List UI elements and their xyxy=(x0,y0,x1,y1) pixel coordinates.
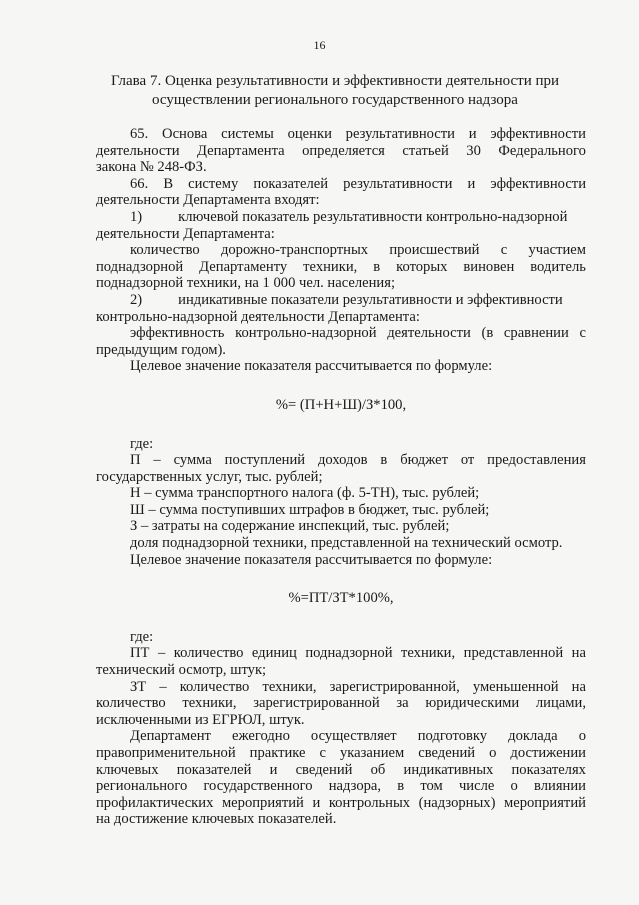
paragraph-line xyxy=(96,679,586,696)
word: том xyxy=(420,778,443,795)
word: Основа xyxy=(162,126,208,142)
word: и xyxy=(468,126,477,142)
word: бюджет xyxy=(400,452,448,469)
word: количество xyxy=(96,695,166,712)
word: Федерального xyxy=(498,142,586,159)
word: сравнении xyxy=(503,325,569,342)
word: 30 xyxy=(466,142,481,159)
word: П xyxy=(130,452,141,469)
word: эффективности xyxy=(490,175,586,192)
word: лицами, xyxy=(535,695,586,712)
word: 65. xyxy=(130,126,149,142)
word: зарегистрированной, xyxy=(329,678,460,695)
word: деятельности xyxy=(96,142,180,159)
word: юридическими xyxy=(425,695,520,712)
paragraph-line: деятельности Департамента входят: xyxy=(96,192,320,209)
chapter-title-line: осуществлении регионального государственного надзора xyxy=(152,92,518,108)
word: на xyxy=(571,678,586,695)
chapter-title xyxy=(70,72,600,110)
word: статьей xyxy=(402,142,449,159)
word: эффективность xyxy=(130,325,225,342)
word: количество xyxy=(179,678,250,695)
word: В xyxy=(163,175,174,192)
word: зарегистрированной xyxy=(253,695,380,712)
paragraph-line: доля поднадзорной техники, представленной на технический осмотр. xyxy=(130,535,563,552)
word: государственного xyxy=(203,778,313,795)
word: за xyxy=(396,695,409,712)
paragraph-line xyxy=(96,795,586,812)
word: – xyxy=(153,452,161,469)
paragraph-line xyxy=(96,452,586,469)
word: оценки xyxy=(287,126,332,142)
word: о xyxy=(510,778,518,795)
word: систему xyxy=(188,175,239,192)
word: и xyxy=(269,761,278,778)
paragraph-line xyxy=(96,259,586,276)
word: происшествий xyxy=(389,242,480,259)
word: эффективности xyxy=(490,126,586,142)
word: количество xyxy=(173,645,244,662)
list-text: индикативные показатели результативности и эффективности xyxy=(178,291,563,308)
word: количество xyxy=(130,242,200,259)
paragraph-line: где: xyxy=(130,628,154,645)
paragraph-line xyxy=(96,143,586,160)
paragraph-line: предыдущим годом). xyxy=(96,341,226,358)
paragraph-line xyxy=(96,728,586,745)
paragraph-line: закона № 248-ФЗ. xyxy=(96,159,207,176)
word: контрольных xyxy=(328,794,411,811)
word: профилактических xyxy=(96,794,214,811)
formula: %=ПТ/ЗТ*100%, xyxy=(288,590,394,607)
word: с xyxy=(500,242,508,259)
word: регионального xyxy=(96,778,188,795)
list-number: 2) xyxy=(130,291,143,308)
word: – xyxy=(159,678,167,695)
paragraph-line: государственных услуг, тыс. рублей; xyxy=(96,468,323,485)
word: (надзорных) xyxy=(418,794,496,811)
paragraph-line: З – затраты на содержание инспекций, тыс. рублей; xyxy=(130,518,450,535)
paragraph-line: Целевое значение показателя рассчитывается по формуле: xyxy=(130,551,493,568)
word: о xyxy=(489,745,497,761)
word: сумма xyxy=(173,452,212,469)
word: ежегодно xyxy=(231,728,290,745)
paragraph-line xyxy=(96,695,586,712)
word: в xyxy=(380,452,388,469)
word: поступлений xyxy=(224,452,306,469)
paragraph-line: поднадзорной техники, на 1 000 чел. населения; xyxy=(96,275,396,292)
word: подготовку xyxy=(417,728,488,745)
word: на xyxy=(571,645,586,662)
word: единиц xyxy=(251,645,297,662)
word: о xyxy=(578,728,586,745)
paragraph-line xyxy=(96,126,586,143)
word: Департамент xyxy=(130,728,211,745)
paragraph-line: контрольно-надзорной деятельности Департамента: xyxy=(96,308,420,325)
word: техники, xyxy=(262,678,317,695)
paragraph-line xyxy=(96,242,586,259)
word: которых xyxy=(396,258,448,275)
word: практике xyxy=(249,745,306,761)
chapter-title-line: Глава 7. Оценка результативности и эффективности деятельности при xyxy=(110,73,560,89)
word: поднадзорной xyxy=(305,645,393,662)
word: техники, xyxy=(401,645,456,662)
paragraph-line: Ш – сумма поступивших штрафов в бюджет, тыс. рублей; xyxy=(130,501,490,518)
word: с xyxy=(579,325,586,342)
word: показателях xyxy=(511,761,586,778)
word: техники, xyxy=(182,695,237,712)
word: ПТ xyxy=(130,645,150,662)
word: в xyxy=(373,258,381,275)
word: водитель xyxy=(530,258,586,275)
list-item-line xyxy=(96,209,586,226)
word: показателей xyxy=(176,761,252,778)
paragraph-line xyxy=(96,762,586,779)
paragraph-line: деятельности Департамента: xyxy=(96,225,275,242)
word: показателей xyxy=(253,175,329,192)
word: в xyxy=(397,778,405,795)
word: от xyxy=(460,452,475,469)
word: сведений xyxy=(295,761,353,778)
word: числе xyxy=(458,778,495,795)
paragraph-line: Целевое значение показателя рассчитывается по формуле: xyxy=(130,358,493,375)
word: предоставления xyxy=(487,452,586,469)
word: виновен xyxy=(463,258,515,275)
word: осуществляет xyxy=(310,728,397,745)
word: результативности xyxy=(343,175,453,192)
word: результативности xyxy=(345,126,455,142)
word: индикативных xyxy=(403,761,494,778)
word: мероприятий xyxy=(221,794,304,811)
word: представленной xyxy=(463,645,564,662)
word: мероприятий xyxy=(504,794,586,811)
paragraph-line: исключенными из ЕГРЮЛ, штук. xyxy=(96,711,305,728)
word: правоприменительной xyxy=(96,745,236,761)
word: Департамента xyxy=(197,142,285,159)
word: 66. xyxy=(130,175,149,192)
formula: %= (П+Н+Ш)/З*100, xyxy=(275,396,407,413)
word: контрольно-надзорной xyxy=(235,325,377,342)
word: доходов xyxy=(317,452,368,469)
word: системы xyxy=(221,126,274,142)
word: дорожно-транспортных xyxy=(220,242,369,259)
word: ЗТ xyxy=(130,678,147,695)
word: уменьшенной xyxy=(472,678,559,695)
paragraph-line xyxy=(96,745,586,762)
word: техники, xyxy=(303,258,358,275)
word: влиянии xyxy=(534,778,586,795)
paragraph-line xyxy=(96,778,586,795)
word: доклада xyxy=(508,728,558,745)
list-number: 1) xyxy=(130,208,143,225)
paragraph-line: где: xyxy=(130,435,154,452)
paragraph-line: на достижение ключевых показателей. xyxy=(96,811,337,828)
word: достижении xyxy=(510,745,586,761)
word: указанием xyxy=(340,745,405,761)
list-item-line xyxy=(96,292,586,309)
word: деятельности xyxy=(387,325,471,342)
word: ключевых xyxy=(96,761,159,778)
word: надзора, xyxy=(328,778,382,795)
word: и xyxy=(312,794,321,811)
paragraph-line: технический осмотр, штук; xyxy=(96,662,267,679)
page-number: 16 xyxy=(313,38,326,52)
paragraph-line xyxy=(96,645,586,662)
paragraph-line: Н – сумма транспортного налога (ф. 5-ТН), тыс. рублей; xyxy=(130,485,480,502)
word: с xyxy=(319,745,326,761)
word: (в xyxy=(481,325,494,342)
list-text: ключевой показатель результативности контрольно-надзорной xyxy=(178,208,568,225)
word: Департаменту xyxy=(199,258,288,275)
word: определяется xyxy=(302,142,385,159)
word: и xyxy=(467,175,476,192)
word: – xyxy=(157,645,166,662)
word: участием xyxy=(528,242,586,259)
word: поднадзорной xyxy=(96,258,184,275)
paragraph-line xyxy=(96,325,586,342)
word: об xyxy=(370,761,386,778)
word: сведений xyxy=(418,745,476,761)
document-body xyxy=(96,126,586,828)
paragraph-line xyxy=(96,176,586,193)
